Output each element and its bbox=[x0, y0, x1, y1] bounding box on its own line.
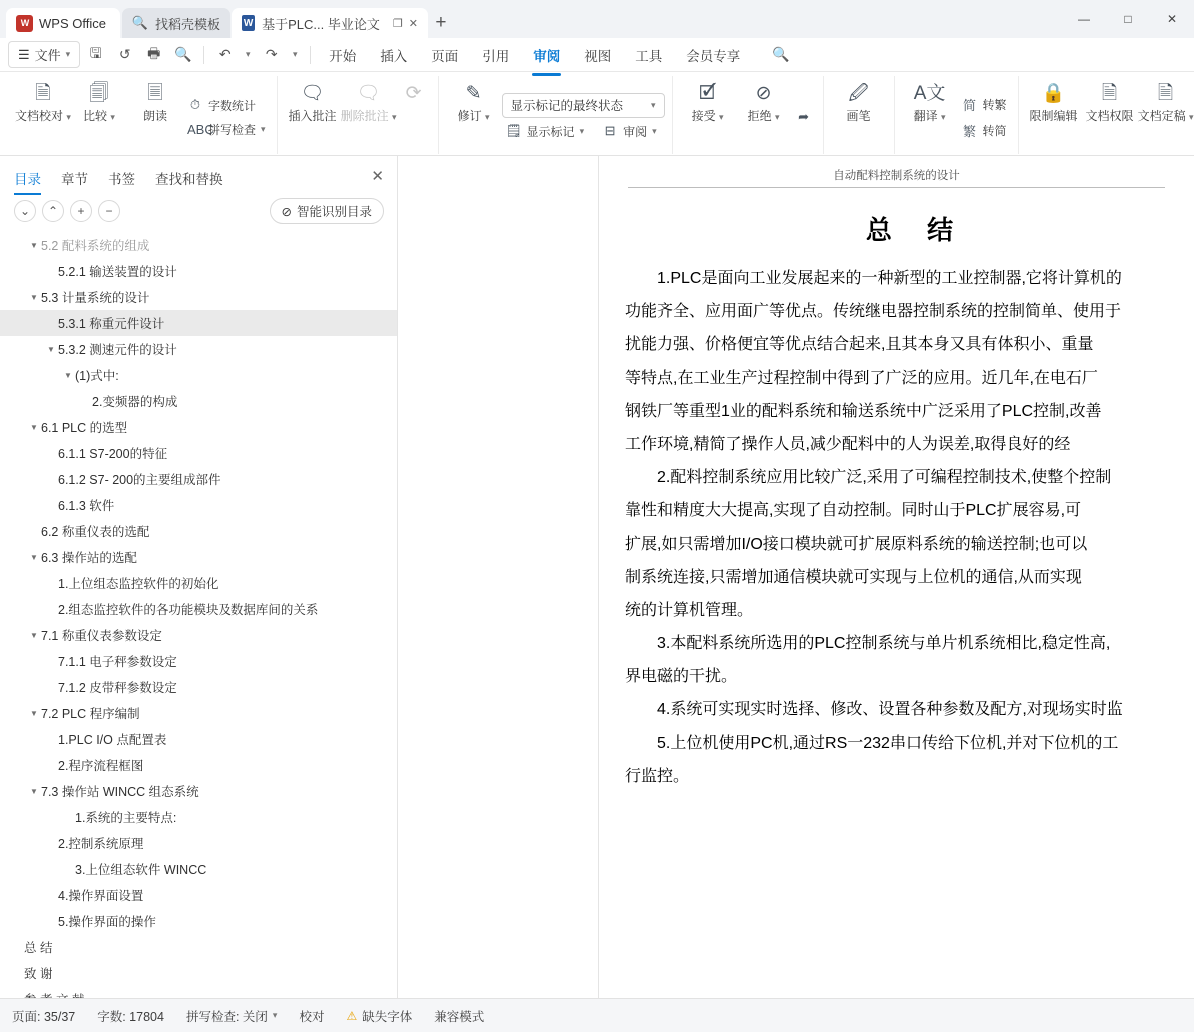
undo-caret-icon[interactable]: ▾ bbox=[245, 49, 251, 59]
nav-tab-chapters[interactable]: 章节 bbox=[61, 172, 88, 187]
chevron-down-icon: ▾ bbox=[261, 123, 266, 134]
to-simplified-button[interactable]: 繁 转简 bbox=[958, 119, 1011, 142]
document-paragraph: 功能齐全、应用面广等优点。传统继电器控制系统的控制简单、使用于 bbox=[625, 303, 1122, 321]
document-paragraph: 靠性和精度大大提高,实现了自动控制。同时山于PLC扩展容易,可 bbox=[625, 502, 1082, 520]
toc-item[interactable] bbox=[0, 752, 398, 778]
new-tab-button[interactable]: + bbox=[435, 12, 447, 33]
file-menu-button[interactable] bbox=[8, 41, 80, 68]
next-change-button[interactable] bbox=[792, 107, 816, 127]
ribbon-tab-view[interactable]: 视图 bbox=[584, 48, 612, 64]
hamburger-icon: ☰ bbox=[18, 46, 30, 62]
toc-item[interactable] bbox=[0, 674, 398, 700]
chevron-down-icon[interactable]: ▼ bbox=[30, 552, 38, 562]
ribbon-group-ink bbox=[823, 76, 894, 154]
show-markup-icon: 🗒 bbox=[505, 123, 523, 138]
translate-icon: A文 bbox=[913, 83, 946, 105]
markup-display-select[interactable] bbox=[502, 93, 665, 118]
page-title: 总 结 bbox=[865, 215, 968, 245]
ribbon-tab-review[interactable]: 审阅 bbox=[522, 40, 571, 70]
divider bbox=[310, 46, 311, 64]
smart-toc-icon: ⊘ bbox=[281, 204, 292, 219]
toc-item[interactable] bbox=[0, 284, 398, 310]
wps-logo-icon: W bbox=[16, 15, 33, 32]
restrict-edit-button[interactable]: 🔒 限制编辑 bbox=[1029, 83, 1078, 123]
undo-button[interactable]: ↶ bbox=[218, 46, 231, 62]
chevron-down-icon[interactable]: ▼ bbox=[64, 370, 72, 380]
chevron-down-icon: ▾ bbox=[65, 49, 71, 59]
chevron-down-icon[interactable]: ▼ bbox=[47, 344, 55, 354]
toc-item[interactable] bbox=[0, 726, 398, 752]
ribbon-tab-insert[interactable]: 插入 bbox=[380, 48, 408, 64]
print-icon[interactable]: 🖶 bbox=[147, 44, 161, 61]
spell-check-icon: ABC bbox=[187, 121, 214, 137]
tab-label: 找稻壳模板 bbox=[154, 16, 220, 32]
undo-circle-icon[interactable]: ↺ bbox=[118, 46, 131, 62]
toc-promote-button[interactable]: + bbox=[70, 200, 92, 222]
nav-tab-find-replace[interactable]: 查找和替换 bbox=[155, 172, 223, 187]
file-menu-label: 文件 bbox=[34, 48, 61, 63]
toc-item[interactable] bbox=[0, 596, 398, 622]
ribbon-toolbar bbox=[0, 72, 1194, 156]
tab-label: 基于PLC... 毕业论文 bbox=[262, 16, 380, 32]
toc-item[interactable] bbox=[0, 830, 398, 856]
delete-comment-button[interactable]: 🗨 删除批注 ▾ bbox=[340, 83, 397, 123]
menu-bar bbox=[0, 38, 1194, 72]
toc-item[interactable] bbox=[0, 804, 398, 830]
toc-item[interactable] bbox=[0, 908, 398, 934]
tab-document-plc-thesis[interactable] bbox=[232, 8, 428, 38]
document-paragraph: 1.PLC是面向工业发展起来的一种新型的工业控制器,它将计算机的 bbox=[657, 270, 1122, 287]
doc-check-icon: 🗎 bbox=[35, 83, 51, 105]
toc-item-label: 2.组态监控软件的各功能模块及数据库间的关系 bbox=[58, 603, 319, 617]
restrict-edit-icon: 🔒 bbox=[1041, 83, 1066, 105]
word-count-button[interactable]: ⏱ 字数统计 bbox=[183, 95, 270, 116]
pen-icon: 🖉 bbox=[848, 83, 869, 105]
pen-button[interactable]: 🖉 画笔 bbox=[846, 83, 871, 123]
toc-list[interactable] bbox=[0, 230, 398, 1012]
doc-proofread-button[interactable]: 🗎 文档校对 ▾ bbox=[15, 83, 71, 123]
simplified-to-traditional-icon: 简 bbox=[963, 97, 977, 113]
wps-home-tab[interactable] bbox=[6, 8, 120, 38]
toc-item[interactable] bbox=[0, 778, 398, 804]
toc-item[interactable] bbox=[0, 492, 398, 518]
chevron-down-icon[interactable]: ▼ bbox=[30, 708, 38, 718]
status-bar bbox=[0, 998, 1194, 1032]
doc-permission-icon: 🗎 bbox=[1101, 83, 1118, 105]
toc-item-label: 总 结 bbox=[24, 941, 53, 955]
chevron-down-icon: ▾ bbox=[272, 1010, 278, 1020]
document-paragraph: 3.本配料系统所选用的PLC控制系统与单片机系统相比,稳定性高, bbox=[657, 635, 1111, 653]
missing-font-indicator[interactable]: ⚠ 缺失字体 bbox=[346, 1008, 413, 1024]
ribbon-group-protect bbox=[1018, 76, 1201, 154]
proofread-button[interactable]: 校对 bbox=[299, 1009, 325, 1024]
chevron-down-icon[interactable]: ▼ bbox=[30, 422, 38, 432]
toc-item[interactable] bbox=[0, 518, 398, 544]
accept-change-button[interactable]: 🗹 接受 ▾ bbox=[691, 83, 724, 123]
ribbon-group-translate bbox=[894, 76, 1018, 154]
toc-item[interactable] bbox=[0, 700, 398, 726]
chevron-down-icon: ▾ bbox=[652, 125, 657, 136]
toc-item[interactable] bbox=[0, 648, 398, 674]
close-icon[interactable]: ✕ bbox=[371, 168, 384, 185]
toc-item-label: 2.变频器的构成 bbox=[92, 395, 178, 409]
toc-demote-button[interactable]: − bbox=[98, 200, 120, 222]
toc-item-label: 2.控制系统原理 bbox=[58, 837, 144, 851]
search-icon: 🔍 bbox=[131, 15, 149, 30]
toc-toolbar bbox=[0, 196, 398, 230]
finalize-doc-button[interactable]: 🗎 文档定稿 ▾ bbox=[1137, 83, 1194, 123]
chevron-down-icon[interactable]: ▼ bbox=[30, 292, 38, 302]
toc-item[interactable] bbox=[0, 622, 398, 648]
tab-template-store[interactable] bbox=[122, 8, 230, 38]
toc-collapse-all-button[interactable]: ⌄ bbox=[14, 200, 36, 222]
toc-item-label: 6.1.2 S7- 200的主要组成部件 bbox=[58, 473, 221, 487]
navigation-pane bbox=[0, 156, 398, 998]
redo-caret-icon[interactable]: ▾ bbox=[292, 49, 298, 59]
review-pane-button[interactable]: ⊟ 审阅 ▾ bbox=[598, 121, 661, 142]
document-paragraph: 4.系统可实现实时选择、修改、设置各种参数及配方,对现场实时监 bbox=[657, 701, 1123, 719]
document-paragraph: 钢铁厂等重型1业的配料系统和输送系统中广泛采用了PLC控制,改善 bbox=[625, 402, 1102, 420]
title-bar bbox=[0, 0, 1194, 38]
accept-icon: 🗹 bbox=[699, 83, 717, 105]
word-doc-icon: W bbox=[242, 15, 255, 31]
document-paragraph: 工作环境,精简了操作人员,减少配料中的人为误差,取得良好的经 bbox=[625, 435, 1071, 453]
spell-check-indicator[interactable]: 拼写检查: 关闭 ▾ bbox=[185, 1009, 278, 1024]
ribbon-group-tracking bbox=[438, 76, 672, 154]
track-changes-button[interactable]: ✎ 修订 ▾ bbox=[457, 83, 490, 123]
chevron-down-icon: ▾ bbox=[651, 99, 656, 110]
close-button[interactable]: ✕ bbox=[1166, 12, 1178, 26]
toc-item-label: 6.1 PLC 的选型 bbox=[41, 421, 128, 435]
track-changes-icon: ✎ bbox=[465, 83, 482, 105]
toc-item-label: 1.系统的主要特点: bbox=[75, 811, 177, 825]
ribbon-group-proofing bbox=[8, 76, 277, 154]
document-left-margin bbox=[398, 156, 599, 998]
toc-item[interactable] bbox=[0, 258, 398, 284]
toc-item-label: 7.1 称重仪表参数设定 bbox=[41, 629, 162, 643]
chevron-down-icon[interactable]: ▼ bbox=[30, 630, 38, 640]
toc-item[interactable] bbox=[0, 388, 398, 414]
toc-item[interactable] bbox=[0, 414, 398, 440]
toc-item-label: 7.1.1 电子秤参数设定 bbox=[58, 655, 177, 669]
wps-app-name: WPS Office bbox=[39, 15, 106, 31]
compatibility-mode-indicator[interactable]: 兼容模式 bbox=[434, 1009, 485, 1024]
divider bbox=[203, 46, 204, 64]
read-aloud-button[interactable]: 🗏 朗读 bbox=[142, 83, 167, 123]
warning-icon: ⚠ bbox=[346, 1008, 358, 1023]
workspace bbox=[0, 156, 1194, 998]
toc-item-label: 6.2 称重仪表的选配 bbox=[41, 525, 150, 539]
toc-item-label: 3.上位组态软件 WINCC bbox=[75, 863, 207, 877]
toc-item[interactable] bbox=[0, 544, 398, 570]
toc-item-label: (1)式中: bbox=[75, 369, 119, 383]
chevron-down-icon[interactable]: ▼ bbox=[30, 240, 38, 250]
compare-icon: 🗐 bbox=[89, 83, 109, 105]
toc-item-label: 5.3.1 称重元件设计 bbox=[58, 317, 165, 331]
window-controls bbox=[1062, 0, 1194, 38]
redo-button[interactable]: ↷ bbox=[265, 46, 278, 62]
toc-item-label: 6.1.3 软件 bbox=[58, 499, 115, 513]
toc-item-label: 5.3 计量系统的设计 bbox=[41, 291, 150, 305]
toc-item[interactable] bbox=[0, 440, 398, 466]
ribbon-tab-tools[interactable]: 工具 bbox=[635, 48, 663, 64]
next-comment-button[interactable] bbox=[397, 76, 431, 105]
document-page[interactable] bbox=[599, 156, 1194, 998]
document-paragraph: 行监控。 bbox=[625, 767, 690, 785]
toc-item-label: 2.程序流程框图 bbox=[58, 759, 144, 773]
nav-tab-toc[interactable]: 目录 bbox=[14, 168, 41, 188]
next-change-icon: ➦ bbox=[798, 109, 809, 124]
toc-item[interactable] bbox=[0, 882, 398, 908]
ribbon-tab-member[interactable]: 会员专享 bbox=[686, 48, 741, 64]
ribbon-tab-start[interactable]: 开始 bbox=[329, 48, 357, 64]
tracking-options bbox=[502, 76, 665, 154]
toc-item-label: 6.3 操作站的选配 bbox=[41, 551, 137, 565]
spell-check-button[interactable]: ABC 拼写检查 ▾ bbox=[187, 121, 266, 137]
save-icon[interactable]: 🖫 bbox=[89, 44, 102, 61]
chevron-down-icon[interactable]: ▼ bbox=[30, 786, 38, 796]
smart-toc-button[interactable]: ⊘ 智能识别目录 bbox=[270, 198, 385, 224]
insert-comment-icon: 🗨 bbox=[300, 83, 325, 105]
toc-item[interactable] bbox=[0, 934, 398, 960]
tab-restore-icon[interactable]: ❐ bbox=[392, 17, 403, 30]
ribbon-group-comments bbox=[277, 76, 438, 154]
read-aloud-icon: 🗏 bbox=[147, 83, 163, 105]
maximize-button[interactable]: □ bbox=[1124, 12, 1132, 26]
document-body[interactable] bbox=[625, 263, 1168, 792]
to-traditional-button[interactable]: 简 转繁 bbox=[958, 93, 1011, 116]
conversion-options bbox=[958, 76, 1011, 154]
doc-permission-button[interactable]: 🗎 文档权限 bbox=[1085, 83, 1134, 123]
document-paragraph: 制系统连接,只需增加通信模块就可实现与上位机的通信,从而实现 bbox=[625, 568, 1082, 586]
navigation-tabs bbox=[0, 156, 398, 196]
chevron-down-icon: ▾ bbox=[579, 125, 585, 136]
nav-tab-bookmarks[interactable]: 书签 bbox=[108, 172, 135, 187]
minimize-button[interactable]: — bbox=[1078, 12, 1090, 26]
toc-item-label: 5.3.2 测速元件的设计 bbox=[58, 343, 177, 357]
review-pane-icon: ⊟ bbox=[604, 123, 616, 138]
proofing-options bbox=[183, 76, 270, 154]
toc-item[interactable] bbox=[0, 336, 398, 362]
toc-item-label: 6.1.1 S7-200的特征 bbox=[58, 447, 168, 461]
toc-item-label: 7.2 PLC 程序编制 bbox=[41, 707, 140, 721]
toc-item-label: 5.操作界面的操作 bbox=[58, 915, 156, 929]
page-indicator[interactable]: 页面: 35/37 bbox=[12, 1009, 76, 1024]
page-header: 自动配料控制系统的设计 bbox=[628, 156, 1165, 188]
show-markup-button[interactable]: 🗒 显示标记 ▾ bbox=[505, 123, 585, 139]
toc-item[interactable] bbox=[0, 232, 398, 258]
ribbon-tab-page[interactable]: 页面 bbox=[431, 48, 459, 64]
word-count-indicator[interactable]: 字数: 17804 bbox=[97, 1009, 164, 1024]
document-paragraph: 统的计算机管理。 bbox=[625, 601, 754, 619]
markup-display-value: 显示标记的最终状态 bbox=[510, 99, 624, 113]
toc-item-label: 4.操作界面设置 bbox=[58, 889, 144, 903]
toc-item-label: 7.1.2 皮带秤参数设定 bbox=[58, 681, 177, 695]
search-icon[interactable]: 🔍 bbox=[771, 46, 790, 62]
toc-item[interactable] bbox=[0, 856, 398, 882]
toc-item[interactable] bbox=[0, 466, 398, 492]
word-count-icon: ⏱ bbox=[189, 97, 201, 112]
toc-item-label: 1.PLC I/O 点配置表 bbox=[58, 733, 167, 747]
document-paragraph: 5.上位机使用PC机,通过RS一232串口传给下位机,并对下位机的工 bbox=[657, 734, 1119, 752]
toc-item-label: 7.3 操作站 WINCC 组态系统 bbox=[41, 785, 199, 799]
document-paragraph: 等特点,在工业生产过程控制中得到了广泛的应用。近几年,在电石厂 bbox=[625, 369, 1098, 387]
reject-icon: ⊘ bbox=[755, 83, 772, 105]
change-nav bbox=[792, 76, 816, 154]
compare-button[interactable]: 🗐 比较 ▾ bbox=[83, 83, 115, 123]
document-paragraph: 界电磁的干扰。 bbox=[625, 668, 738, 686]
document-paragraph: 2.配料控制系统应用比较广泛,采用了可编程控制技术,使整个控制 bbox=[657, 469, 1112, 487]
reject-change-button[interactable]: ⊘ 拒绝 ▾ bbox=[747, 83, 780, 123]
document-paragraph: 扰能力强、价格便宜等优点结合起来,且其本身又具有体积小、重量 bbox=[625, 336, 1094, 354]
toc-item-label: 5.2 配料系统的组成 bbox=[41, 239, 150, 253]
print-preview-icon[interactable]: 🔍 bbox=[173, 46, 192, 62]
ribbon-group-changes bbox=[672, 76, 823, 154]
toc-item-label: 致 谢 bbox=[24, 967, 53, 981]
translate-button[interactable]: A文 翻译 ▾ bbox=[913, 83, 946, 123]
toc-item[interactable] bbox=[0, 310, 398, 336]
tab-close-icon[interactable]: ✕ bbox=[408, 17, 418, 30]
toc-item-label: 1.上位组态监控软件的初始化 bbox=[58, 577, 219, 591]
next-comment-icon: ⟳ bbox=[405, 83, 422, 105]
toc-expand-all-button[interactable]: ⌃ bbox=[42, 200, 64, 222]
finalize-doc-icon: 🗎 bbox=[1157, 83, 1174, 105]
document-paragraph: 扩展,如只需增加I/O接口模块就可扩展原料系统的输送控制;也可以 bbox=[625, 535, 1088, 553]
toc-item[interactable] bbox=[0, 960, 398, 986]
traditional-to-simplified-icon: 繁 bbox=[963, 123, 977, 139]
toc-item[interactable] bbox=[0, 362, 398, 388]
insert-comment-button[interactable]: 🗨 插入批注 bbox=[288, 83, 337, 123]
toc-item[interactable] bbox=[0, 570, 398, 596]
document-area bbox=[398, 156, 1194, 998]
delete-comment-icon: 🗨 bbox=[356, 83, 381, 105]
ribbon-tab-reference[interactable]: 引用 bbox=[482, 48, 510, 64]
toc-item-label: 5.2.1 输送装置的设计 bbox=[58, 265, 177, 279]
